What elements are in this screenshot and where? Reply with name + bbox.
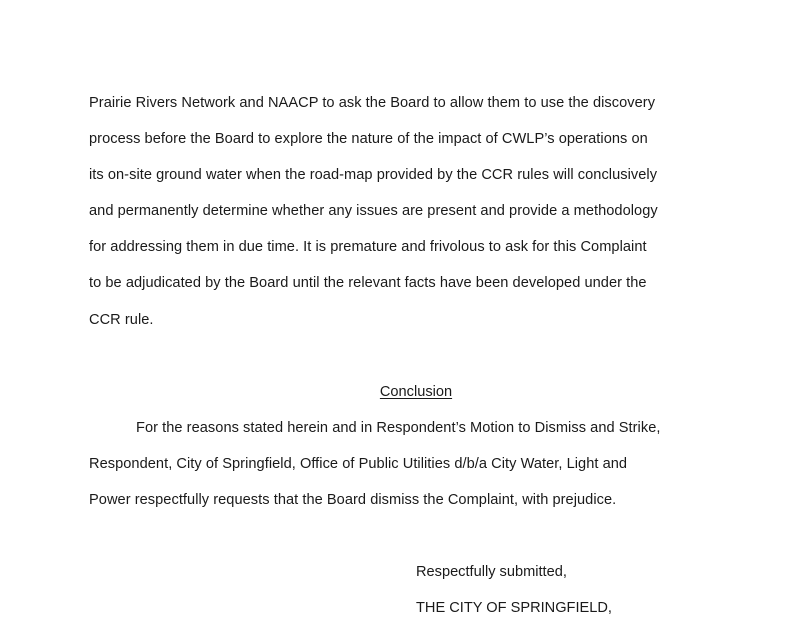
paragraph-line: and permanently determine whether any issues are present and provide a methodology xyxy=(89,203,658,219)
party-name: THE CITY OF SPRINGFIELD, xyxy=(416,600,612,616)
paragraph-line: its on-site ground water when the road-map provided by the CCR rules will conclusively xyxy=(89,167,658,183)
paragraph-line: process before the Board to explore the nature of the impact of CWLP’s operations on xyxy=(89,131,648,147)
paragraph-line: For the reasons stated herein and in Respondent’s Motion to Dismiss and Strike, xyxy=(136,420,661,436)
conclusion-heading xyxy=(0,383,800,401)
paragraph-line: Power respectfully requests that the Board dismiss the Complaint, with prejudice. xyxy=(89,492,617,508)
closing-text: Respectfully submitted, xyxy=(416,564,567,580)
paragraph-line: for addressing them in due time. It is premature and frivolous to ask for this Complaint xyxy=(89,239,647,255)
paragraph-line: to be adjudicated by the Board until the relevant facts have been developed under the xyxy=(89,275,647,291)
conclusion-heading-text: Conclusion xyxy=(379,384,453,400)
paragraph-line: Respondent, City of Springfield, Office of Public Utilities d/b/a City Water, Light and xyxy=(89,456,628,472)
paragraph-line: Prairie Rivers Network and NAACP to ask the Board to allow them to use the discovery xyxy=(89,95,656,111)
paragraph-line: CCR rule. xyxy=(89,312,154,328)
